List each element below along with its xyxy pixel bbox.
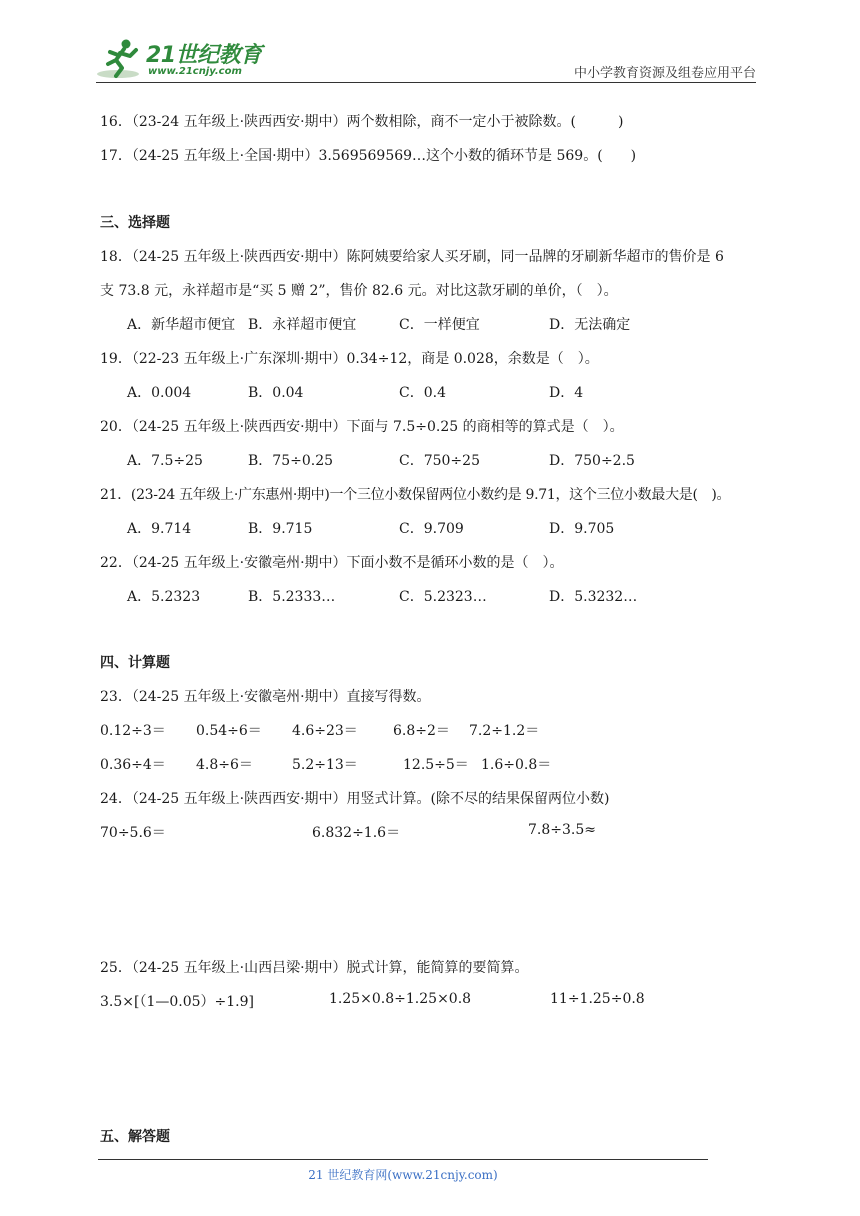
question-21: 21．(23-24 五年级上·广东惠州·期中)一个三位小数保留两位小数约是 9.71，这个三位小数最大是( )。 (100, 487, 731, 503)
calc-25-2: 1.25×0.8÷1.25×0.8 (329, 991, 472, 1007)
option-22-c: C．5.2323… (399, 589, 487, 605)
option-21-d: D．9.705 (549, 521, 615, 537)
question-22: 22．（24-25 五年级上·安徽亳州·期中）下面小数不是循环小数的是（ ）。 (100, 555, 564, 571)
option-21-b: B．9.715 (248, 521, 313, 537)
calc-23-5: 7.2÷1.2＝ (469, 723, 540, 739)
calc-23-8: 5.2÷13＝ (292, 757, 358, 773)
option-21-a: A．9.714 (127, 521, 192, 537)
option-22-a: A．5.2323 (127, 589, 201, 605)
logo-title: 21世纪教育 (146, 43, 262, 68)
platform-name: 中小学教育资源及组卷应用平台 (573, 66, 756, 81)
option-18-d: D．无法确定 (549, 317, 631, 333)
question-23: 23．（24-25 五年级上·安徽亳州·期中）直接写得数。 (100, 689, 431, 705)
option-20-b: B．75÷0.25 (248, 453, 334, 469)
question-18-line1: 18．（24-25 五年级上·陕西西安·期中）陈阿姨要给家人买牙刷，同一品牌的牙刷新华超市的售价是 6 (100, 249, 724, 265)
option-20-c: C．750÷25 (399, 453, 480, 469)
question-25: 25．（24-25 五年级上·山西吕梁·期中）脱式计算，能简算的要简算。 (100, 960, 529, 976)
footer-divider (98, 1159, 708, 1160)
question-17: 17．（24-25 五年级上·全国·期中）3.569569569…这个小数的循环节是 569。( ) (100, 148, 637, 164)
question-19: 19．（22-23 五年级上·广东深圳·期中）0.34÷12，商是 0.028，余数是（ ）。 (100, 351, 599, 367)
calc-24-3: 7.8÷3.5≈ (528, 822, 596, 838)
calc-23-6: 0.36÷4＝ (100, 757, 166, 773)
calc-25-3: 11÷1.25÷0.8 (550, 991, 645, 1007)
option-21-c: C．9.709 (399, 521, 464, 537)
runner-icon (96, 38, 142, 80)
option-22-d: D．5.3232… (549, 589, 638, 605)
option-19-a: A．0.004 (127, 385, 192, 401)
site-logo (96, 36, 266, 82)
option-19-d: D．4 (549, 385, 584, 401)
question-16: 16．（23-24 五年级上·陕西西安·期中）两个数相除，商不一定小于被除数。( ) (100, 114, 624, 130)
calc-23-3: 4.6÷23＝ (292, 723, 358, 739)
calc-23-4: 6.8÷2＝ (393, 723, 450, 739)
section-heading-solution: 五、解答题 (100, 1129, 170, 1145)
calc-24-1: 70÷5.6＝ (100, 825, 166, 841)
question-20: 20．（24-25 五年级上·陕西西安·期中）下面与 7.5÷0.25 的商相等的算式是（ ）。 (100, 419, 624, 435)
calc-23-1: 0.12÷3＝ (100, 723, 166, 739)
option-18-b: B．永祥超市便宜 (248, 317, 357, 333)
question-18-line2: 支 73.8 元，永祥超市是“买 5 赠 2”，售价 82.6 元。对比这款牙刷的单价，（ ）。 (100, 283, 618, 299)
option-20-a: A．7.5÷25 (127, 453, 203, 469)
option-22-b: B．5.2333… (248, 589, 336, 605)
question-24: 24．（24-25 五年级上·陕西西安·期中）用竖式计算。(除不尽的结果保留两位小数) (100, 791, 610, 807)
calc-23-10: 1.6÷0.8＝ (481, 757, 552, 773)
option-20-d: D．750÷2.5 (549, 453, 635, 469)
calc-24-2: 6.832÷1.6＝ (312, 825, 401, 841)
option-19-c: C．0.4 (399, 385, 446, 401)
calc-23-9: 12.5÷5＝ (403, 757, 469, 773)
logo-url: www.21cnjy.com (148, 66, 242, 77)
header-divider (96, 82, 756, 83)
option-18-c: C．一样便宜 (399, 317, 480, 333)
option-19-b: B．0.04 (248, 385, 304, 401)
section-heading-calculation: 四、计算题 (100, 655, 170, 671)
calc-23-2: 0.54÷6＝ (196, 723, 262, 739)
calc-25-1: 3.5×[（1—0.05）÷1.9] (100, 994, 254, 1010)
footer-link[interactable]: 21 世纪教育网(www.21cnjy.com) (308, 1168, 498, 1182)
section-heading-choice: 三、选择题 (100, 215, 170, 231)
option-18-a: A．新华超市便宜 (127, 317, 236, 333)
calc-23-7: 4.8÷6＝ (196, 757, 253, 773)
